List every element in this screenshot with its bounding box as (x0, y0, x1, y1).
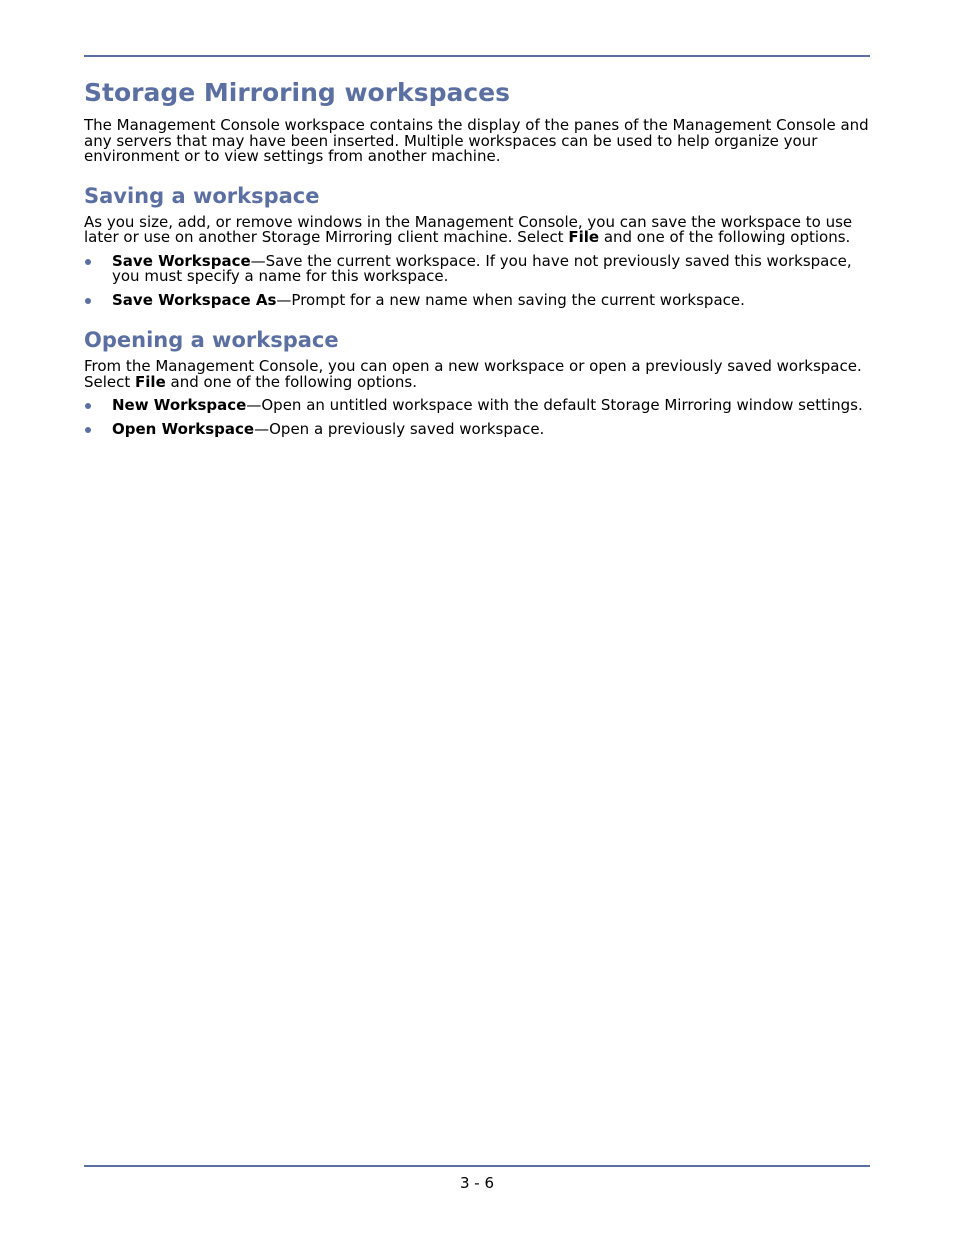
opening-options-list (84, 398, 870, 437)
section-heading-saving: Saving a workspace (84, 183, 320, 208)
list-item (84, 419, 870, 438)
bullet-icon (85, 403, 91, 409)
option-term: Save Workspace As (112, 290, 277, 309)
saving-lead-text-start: As you size, add, or remove windows in the Management Console, you can save the workspace to use later or use on another Storage Mirroring client machine. Select (84, 212, 853, 246)
opening-lead-paragraph (84, 359, 870, 390)
bullet-icon (85, 259, 91, 265)
intro-paragraph: The Management Console workspace contains the display of the panes of the Management Console and any servers that may have been inserted. Multiple workspaces can be used to help organize your environment or to view settings from another machine. (84, 116, 869, 165)
option-term: Save Workspace (112, 251, 251, 270)
option-description: —Save the current workspace. If you have not previously saved this workspace, you must specify a name for this workspace. (112, 251, 852, 285)
list-item (84, 290, 870, 309)
option-description: —Open a previously saved workspace. (254, 419, 545, 438)
opening-lead-text-end: and one of the following options. (165, 372, 418, 391)
option-description: —Open an untitled workspace with the default Storage Mirroring window settings. (246, 396, 863, 414)
saving-lead-paragraph (84, 212, 870, 246)
section-heading-opening: Opening a workspace (84, 328, 339, 352)
opening-lead-text-start: From the Management Console, you can open a new workspace or open a previously saved workspace. Select (84, 357, 862, 391)
option-description: —Prompt for a new name when saving the current workspace. (276, 290, 745, 309)
footer-rule (84, 1165, 870, 1167)
header-rule (84, 55, 870, 57)
saving-lead-text-end: and one of the following options. (599, 228, 851, 246)
list-item (84, 398, 870, 414)
saving-options-list (84, 251, 870, 309)
bullet-icon (85, 298, 91, 304)
page-title: Storage Mirroring workspaces (84, 78, 510, 107)
option-term: New Workspace (112, 396, 247, 414)
list-item (84, 251, 870, 285)
page-content (84, 76, 870, 445)
bullet-icon (85, 427, 91, 433)
opening-lead-menu-name: File (135, 372, 166, 391)
option-term: Open Workspace (112, 419, 255, 438)
page-number: 3 - 6 (459, 1174, 495, 1192)
saving-lead-menu-name: File (568, 228, 600, 246)
